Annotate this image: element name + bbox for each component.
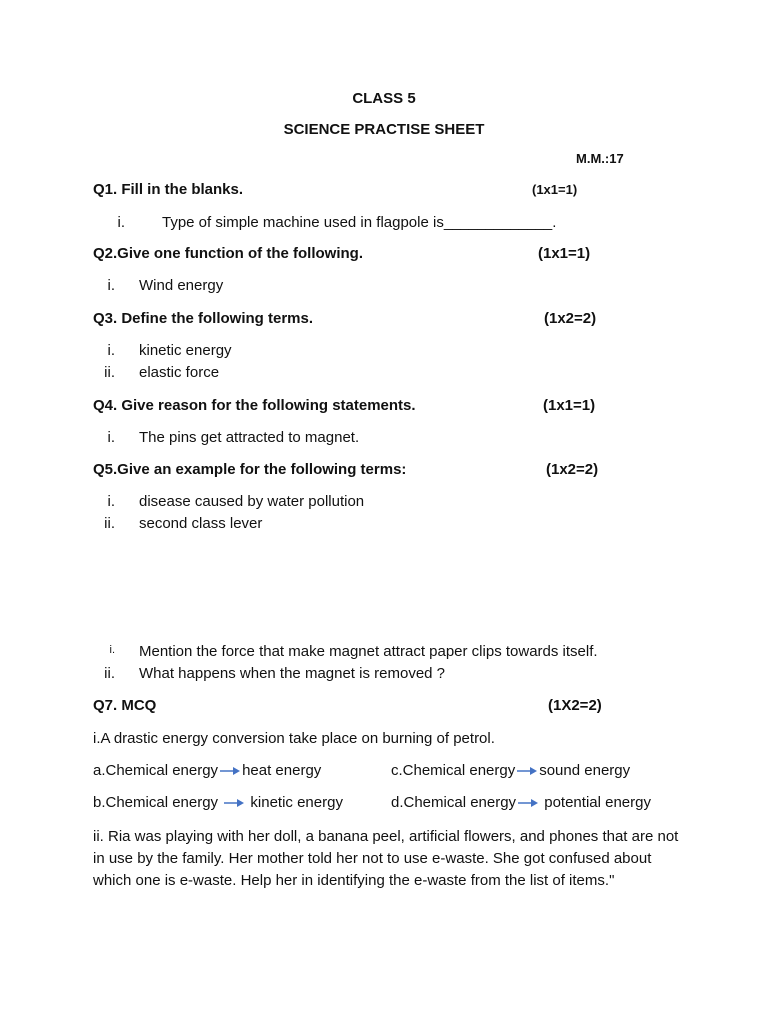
q1-item-num: i.: [117, 214, 125, 231]
option-d-from: d.Chemical energy: [391, 794, 517, 811]
right-arrow-icon: [223, 798, 245, 808]
q1-item-text: Type of simple machine used in flagpole is_____________.: [162, 214, 557, 231]
q5-marks: (1x2=2): [546, 461, 599, 478]
q6-item-num-1: i.: [109, 644, 115, 656]
q2-item-text: Wind energy: [139, 277, 224, 294]
option-b-from: b.Chemical energy: [93, 794, 219, 811]
option-c-to: sound energy: [539, 762, 631, 779]
right-arrow-icon: [219, 766, 241, 776]
option-b-to: kinetic energy: [250, 794, 343, 811]
q5-title: Q5.Give an example for the following terms:: [93, 461, 407, 478]
sheet-title: SCIENCE PRACTISE SHEET: [283, 121, 485, 138]
q4-item-num: i.: [107, 429, 115, 446]
q3-item-num-2: ii.: [104, 364, 115, 381]
q6-item-text-1: Mention the force that make magnet attract paper clips towards itself.: [139, 643, 598, 660]
q4-marks: (1x1=1): [543, 397, 596, 414]
option-a-to: heat energy: [242, 762, 322, 779]
q7-part2: ii. Ria was playing with her doll, a banana peel, artificial flowers, and phones that are not in use by the family. Her mother told her not to use e-waste. She got confused about which one is e-waste. Help her in identifying the e-waste from the list of items.": [93, 828, 679, 889]
q6-item-num-2: ii.: [104, 665, 115, 682]
q3-marks: (1x2=2): [544, 310, 597, 327]
q7-part1: i.A drastic energy conversion take place on burning of petrol.: [93, 730, 495, 747]
q3-item-text-2: elastic force: [139, 364, 220, 381]
q3-title: Q3. Define the following terms.: [93, 310, 314, 327]
q4-title: Q4. Give reason for the following statements.: [93, 397, 416, 414]
q5-item-num-2: ii.: [104, 515, 115, 532]
q1-title: Q1. Fill in the blanks.: [93, 181, 244, 198]
q2-title: Q2.Give one function of the following.: [93, 245, 363, 262]
q2-item-num: i.: [107, 277, 115, 294]
option-a-from: a.Chemical energy: [93, 762, 219, 779]
q5-item-text-1: disease caused by water pollution: [139, 493, 365, 510]
q4-item-text: The pins get attracted to magnet.: [139, 429, 360, 446]
q5-item-num-1: i.: [107, 493, 115, 510]
q3-item-text-1: kinetic energy: [139, 342, 232, 359]
q2-marks: (1x1=1): [538, 245, 591, 262]
q7-option-b: [93, 794, 343, 811]
q7-option-d: [391, 794, 651, 811]
q3-item-num-1: i.: [107, 342, 115, 359]
q7-option-c: [391, 762, 630, 779]
q5-item-text-2: second class lever: [139, 515, 263, 532]
class-title: CLASS 5: [352, 90, 416, 107]
max-marks: M.M.:17: [576, 151, 624, 166]
option-c-from: c.Chemical energy: [391, 762, 516, 779]
right-arrow-icon: [517, 798, 539, 808]
q7-marks: (1X2=2): [548, 697, 602, 714]
q7-option-a: [93, 762, 321, 779]
q6-item-text-2: What happens when the magnet is removed ?: [139, 665, 446, 682]
option-d-to: potential energy: [544, 794, 651, 811]
q7-title: Q7. MCQ: [93, 697, 157, 714]
right-arrow-icon: [516, 766, 538, 776]
q1-marks: (1x1=1): [532, 182, 578, 197]
